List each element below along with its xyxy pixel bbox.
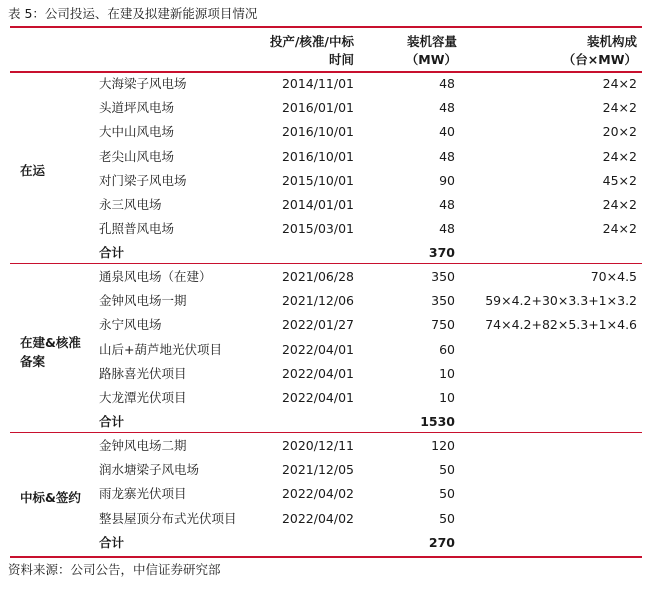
header-date-line1: 投产/核准/中标 (269, 34, 354, 49)
project-config: 24×2 (602, 197, 637, 212)
total-label: 合计 (99, 245, 125, 261)
header-date (270, 33, 354, 69)
project-date: 2016/10/01 (281, 148, 354, 164)
project-name: 大龙潭光伏项目 (99, 390, 187, 405)
project-date: 2021/06/28 (281, 269, 354, 284)
project-capacity: 50 (439, 462, 455, 478)
header-capacity-line1: 装机容量 (406, 34, 457, 49)
project-capacity: 50 (439, 510, 455, 526)
header-config-line1: 装机构成 (586, 34, 637, 49)
project-capacity: 48 (439, 197, 455, 212)
header-date-line2: 时间 (328, 52, 354, 67)
total-value: 1530 (420, 414, 455, 430)
total-value: 370 (428, 245, 455, 261)
group-label-line: 在运 (20, 162, 46, 178)
total-label: 合计 (99, 414, 125, 430)
project-name: 路脉喜光伏项目 (99, 365, 187, 381)
project-name: 润水塘梁子风电场 (99, 462, 200, 478)
project-config: 24×2 (602, 100, 637, 116)
project-name: 金钟风电场一期 (99, 293, 187, 309)
bottom-rule (10, 556, 642, 558)
project-date: 2022/04/01 (281, 365, 354, 381)
project-name: 对门梁子风电场 (99, 172, 187, 188)
project-name: 通泉风电场（在建） (99, 269, 212, 284)
header-capacity (406, 33, 457, 69)
group-divider (10, 263, 642, 264)
project-date: 2021/12/05 (281, 462, 354, 478)
project-date: 2016/01/01 (281, 100, 354, 116)
table-caption: 表 5：公司投运、在建及拟建新能源项目情况 (8, 6, 258, 21)
group-label (20, 333, 81, 371)
project-name: 头道坪风电场 (99, 100, 175, 116)
project-name: 山后+葫芦地光伏项目 (99, 341, 222, 357)
project-name: 大海梁子风电场 (99, 76, 187, 91)
group-label-line: 在建&核准 (20, 335, 81, 350)
project-capacity: 350 (431, 293, 455, 309)
project-config: 24×2 (602, 76, 637, 91)
project-date: 2022/01/27 (281, 317, 354, 333)
project-config: 45×2 (602, 172, 637, 188)
group-label-line: 备案 (20, 354, 46, 369)
project-capacity: 40 (439, 124, 455, 140)
project-capacity: 50 (439, 486, 455, 502)
project-date: 2020/12/11 (281, 438, 354, 453)
project-capacity: 350 (431, 269, 455, 284)
project-date: 2022/04/02 (281, 486, 354, 502)
group-divider (10, 432, 642, 433)
project-config: 74×4.2+82×5.3+1×4.6 (485, 317, 637, 333)
header-config-line2: （台×MW） (562, 52, 637, 67)
project-capacity: 60 (439, 341, 455, 357)
project-date: 2022/04/02 (281, 510, 354, 526)
project-capacity: 90 (439, 172, 455, 188)
project-date: 2015/03/01 (281, 221, 354, 237)
project-config: 70×4.5 (590, 269, 637, 284)
project-config: 59×4.2+30×3.3+1×3.2 (485, 293, 637, 309)
total-value: 270 (428, 534, 455, 550)
project-config: 20×2 (602, 124, 637, 140)
project-date: 2022/04/01 (281, 390, 354, 405)
project-name: 老尖山风电场 (99, 148, 175, 164)
project-capacity: 120 (431, 438, 455, 453)
top-rule (10, 26, 642, 28)
header-config (563, 33, 637, 69)
project-name: 永三风电场 (99, 197, 162, 212)
total-label: 合计 (99, 534, 125, 550)
project-capacity: 10 (439, 390, 455, 405)
project-name: 雨龙寨光伏项目 (99, 486, 187, 502)
project-name: 大中山风电场 (99, 124, 175, 140)
group-label (20, 161, 45, 180)
project-capacity: 48 (439, 100, 455, 116)
group-label (20, 488, 81, 507)
project-capacity: 48 (439, 76, 455, 91)
project-capacity: 48 (439, 221, 455, 237)
project-name: 金钟风电场二期 (99, 438, 187, 453)
header-capacity-line2: （MW） (405, 52, 457, 67)
project-date: 2021/12/06 (281, 293, 354, 309)
project-config: 24×2 (602, 148, 637, 164)
project-capacity: 750 (431, 317, 455, 333)
source-note: 资料来源：公司公告，中信证券研究部 (8, 562, 221, 577)
project-date: 2016/10/01 (281, 124, 354, 140)
project-config: 24×2 (602, 221, 637, 237)
project-date: 2022/04/01 (281, 341, 354, 357)
project-date: 2014/11/01 (281, 76, 354, 91)
project-name: 永宁风电场 (99, 317, 162, 333)
project-name: 孔照普风电场 (99, 221, 175, 237)
project-capacity: 10 (439, 365, 455, 381)
header-rule (10, 71, 642, 73)
project-date: 2014/01/01 (281, 197, 354, 212)
project-capacity: 48 (439, 148, 455, 164)
group-label-line: 中标&签约 (20, 489, 81, 505)
project-name: 整县屋顶分布式光伏项目 (99, 510, 237, 526)
project-date: 2015/10/01 (281, 172, 354, 188)
